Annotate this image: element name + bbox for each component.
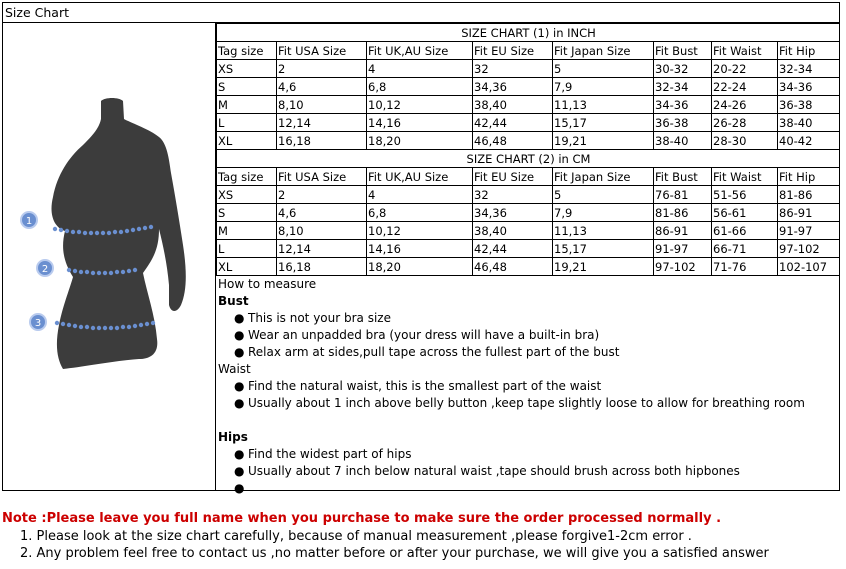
table-cell: 81-86 — [778, 186, 840, 204]
table-cell: 91-97 — [654, 240, 712, 258]
table-cell: 34-36 — [778, 78, 840, 96]
table-cell: Fit UK,AU Size — [367, 42, 473, 60]
table-cell: L — [217, 114, 277, 132]
table-cell: 15,17 — [553, 240, 654, 258]
table-row — [217, 258, 840, 276]
table-cell: 2 — [277, 186, 367, 204]
table-cell: 46,48 — [473, 132, 553, 150]
note-item-1: 1. Please look at the size chart carefully, because of manual measurement ,please forgive1-2cm error . — [20, 529, 692, 544]
table-cell: 32-34 — [778, 60, 840, 78]
table-cell: 34,36 — [473, 204, 553, 222]
bullet-icon: ● — [234, 379, 245, 393]
table-cell: 16,18 — [277, 132, 367, 150]
table-cell: 18,20 — [367, 258, 473, 276]
table-cell: 97-102 — [778, 240, 840, 258]
table-cell: 81-86 — [654, 204, 712, 222]
table-cell: 5 — [553, 60, 654, 78]
table-cell: XS — [217, 60, 277, 78]
table-cell: 56-61 — [712, 204, 778, 222]
table-cell: Fit Japan Size — [553, 42, 654, 60]
table-row — [217, 114, 840, 132]
figure-panel — [3, 23, 216, 490]
svg-text:2: 2 — [41, 264, 49, 275]
bullet-icon: ● — [234, 447, 245, 461]
marker-2 — [37, 260, 53, 276]
marker-3 — [30, 314, 46, 330]
table-cell: 24-26 — [712, 96, 778, 114]
table-cell: 11,13 — [553, 96, 654, 114]
table-cell: M — [217, 96, 277, 114]
list-item — [218, 480, 839, 497]
how-to-measure-title: How to measure — [218, 277, 317, 291]
table-row — [217, 186, 840, 204]
table-cell: XS — [217, 186, 277, 204]
table-cell: 11,13 — [553, 222, 654, 240]
cm-caption-text: SIZE CHART (2) in CM — [217, 150, 840, 168]
table-cell: 28-30 — [712, 132, 778, 150]
bullet-icon: ● — [234, 311, 245, 325]
table-cell: 12,14 — [277, 114, 367, 132]
table-cell: Fit Bust — [654, 42, 712, 60]
table-cell: 5 — [553, 186, 654, 204]
table-cell: 34,36 — [473, 78, 553, 96]
table-cell: 32-34 — [654, 78, 712, 96]
purchase-note — [2, 510, 842, 562]
table-row — [217, 132, 840, 150]
table-cell: Fit USA Size — [277, 42, 367, 60]
table-cell: 102-107 — [778, 258, 840, 276]
list-item: ● Usually about 7 inch below natural waist ,tape should brush across both hipbones — [234, 464, 740, 478]
table-cell: Tag size — [217, 168, 277, 186]
table-cell: 34-36 — [654, 96, 712, 114]
table-cell: XL — [217, 132, 277, 150]
table-cell: 7,9 — [553, 204, 654, 222]
waist-heading: Waist — [218, 362, 251, 376]
table-cell: 36-38 — [654, 114, 712, 132]
note-item-2: 2. Any problem feel free to contact us ,no matter before or after your purchase, we will give you a satisfied answer — [20, 546, 769, 561]
table-cell: 4 — [367, 186, 473, 204]
measurement-figure — [3, 23, 215, 490]
table-cell: Fit EU Size — [473, 168, 553, 186]
table-cell: 14,16 — [367, 114, 473, 132]
table-cell: 26-28 — [712, 114, 778, 132]
table-cell: 7,9 — [553, 78, 654, 96]
table-cell: M — [217, 222, 277, 240]
table-cell: 61-66 — [712, 222, 778, 240]
table-cell: 19,21 — [553, 132, 654, 150]
list-item: ● Usually about 1 inch above belly button ,keep tape slightly loose to allow for breathing room — [234, 396, 805, 410]
hips-heading: Hips — [218, 430, 248, 444]
table-cell: S — [217, 204, 277, 222]
waist-list — [218, 378, 839, 412]
table-cell: L — [217, 240, 277, 258]
table-cell: Fit Hip — [778, 42, 840, 60]
table-cell: 14,16 — [367, 240, 473, 258]
table-cell: 16,18 — [277, 258, 367, 276]
table-cell: 42,44 — [473, 240, 553, 258]
inch-caption-text: SIZE CHART (1) in INCH — [217, 24, 840, 42]
table-cell: 71-76 — [712, 258, 778, 276]
table-row — [217, 60, 840, 78]
table-cell: 6,8 — [367, 204, 473, 222]
table-cell: 30-32 — [654, 60, 712, 78]
bullet-icon: ● — [234, 345, 245, 359]
table-cell: 32 — [473, 186, 553, 204]
list-item: ● Relax arm at sides,pull tape across the fullest part of the bust — [234, 345, 620, 359]
table-cell: 18,20 — [367, 132, 473, 150]
table-cell: 6,8 — [367, 78, 473, 96]
table-cell: Fit EU Size — [473, 42, 553, 60]
bullet-icon: ● — [234, 328, 245, 342]
table-cell: Tag size — [217, 42, 277, 60]
table-cell: 22-24 — [712, 78, 778, 96]
table-cell: 91-97 — [778, 222, 840, 240]
table-cell: Fit Waist — [712, 42, 778, 60]
table-cell: 86-91 — [654, 222, 712, 240]
table-cell: 66-71 — [712, 240, 778, 258]
svg-text:1: 1 — [25, 216, 33, 227]
marker-1 — [21, 212, 37, 228]
table-cell: Fit USA Size — [277, 168, 367, 186]
table-cell: Fit Waist — [712, 168, 778, 186]
table-cell: 10,12 — [367, 96, 473, 114]
list-item: ● This is not your bra size — [234, 311, 391, 325]
table-cell: 8,10 — [277, 222, 367, 240]
table-cell: 86-91 — [778, 204, 840, 222]
table-cell: Fit UK,AU Size — [367, 168, 473, 186]
table-cell: 12,14 — [277, 240, 367, 258]
table-cell: 8,10 — [277, 96, 367, 114]
svg-text:3: 3 — [34, 318, 42, 329]
table-cell: 38-40 — [654, 132, 712, 150]
table-row — [217, 78, 840, 96]
inch-caption — [217, 24, 840, 42]
table-cell: 10,12 — [367, 222, 473, 240]
table-cell: 42,44 — [473, 114, 553, 132]
table-cell: 97-102 — [654, 258, 712, 276]
bust-list — [218, 310, 839, 361]
table-cell: 76-81 — [654, 186, 712, 204]
list-item: ● Find the widest part of hips — [234, 447, 412, 461]
table-cell: Fit Bust — [654, 168, 712, 186]
note-headline: Note :Please leave you full name when you purchase to make sure the order processed normally . — [2, 511, 722, 526]
table-cell: S — [217, 78, 277, 96]
table-row — [217, 222, 840, 240]
table-cell: 15,17 — [553, 114, 654, 132]
table-header-row — [217, 42, 840, 60]
table-row — [217, 204, 840, 222]
table-cell: 36-38 — [778, 96, 840, 114]
table-cell: 38,40 — [473, 222, 553, 240]
size-chart-box — [2, 2, 840, 495]
size-chart-title: Size Chart — [3, 3, 839, 23]
table-cell: 38-40 — [778, 114, 840, 132]
table-row — [217, 96, 840, 114]
table-cell: 2 — [277, 60, 367, 78]
table-cell: 38,40 — [473, 96, 553, 114]
bullet-icon: ● — [234, 481, 245, 495]
table-cell: 4,6 — [277, 78, 367, 96]
cm-caption — [217, 150, 840, 168]
table-cell: 20-22 — [712, 60, 778, 78]
table-cell: 46,48 — [473, 258, 553, 276]
list-item: ● Find the natural waist, this is the smallest part of the waist — [234, 379, 602, 393]
table-cell: Fit Hip — [778, 168, 840, 186]
table-cell: 4,6 — [277, 204, 367, 222]
bullet-icon: ● — [234, 464, 245, 478]
hips-list — [218, 446, 839, 497]
table-cell: 32 — [473, 60, 553, 78]
size-chart-table — [216, 23, 840, 276]
bust-heading: Bust — [218, 294, 249, 308]
table-cell: Fit Japan Size — [553, 168, 654, 186]
table-cell: 51-56 — [712, 186, 778, 204]
table-cell: 4 — [367, 60, 473, 78]
table-cell: 40-42 — [778, 132, 840, 150]
how-to-measure — [216, 275, 839, 495]
table-header-row — [217, 168, 840, 186]
list-item: ● Wear an unpadded bra (your dress will have a built-in bra) — [234, 328, 600, 342]
bullet-icon: ● — [234, 396, 245, 410]
table-cell: 19,21 — [553, 258, 654, 276]
table-row — [217, 240, 840, 258]
size-tables — [216, 23, 839, 276]
table-cell: XL — [217, 258, 277, 276]
